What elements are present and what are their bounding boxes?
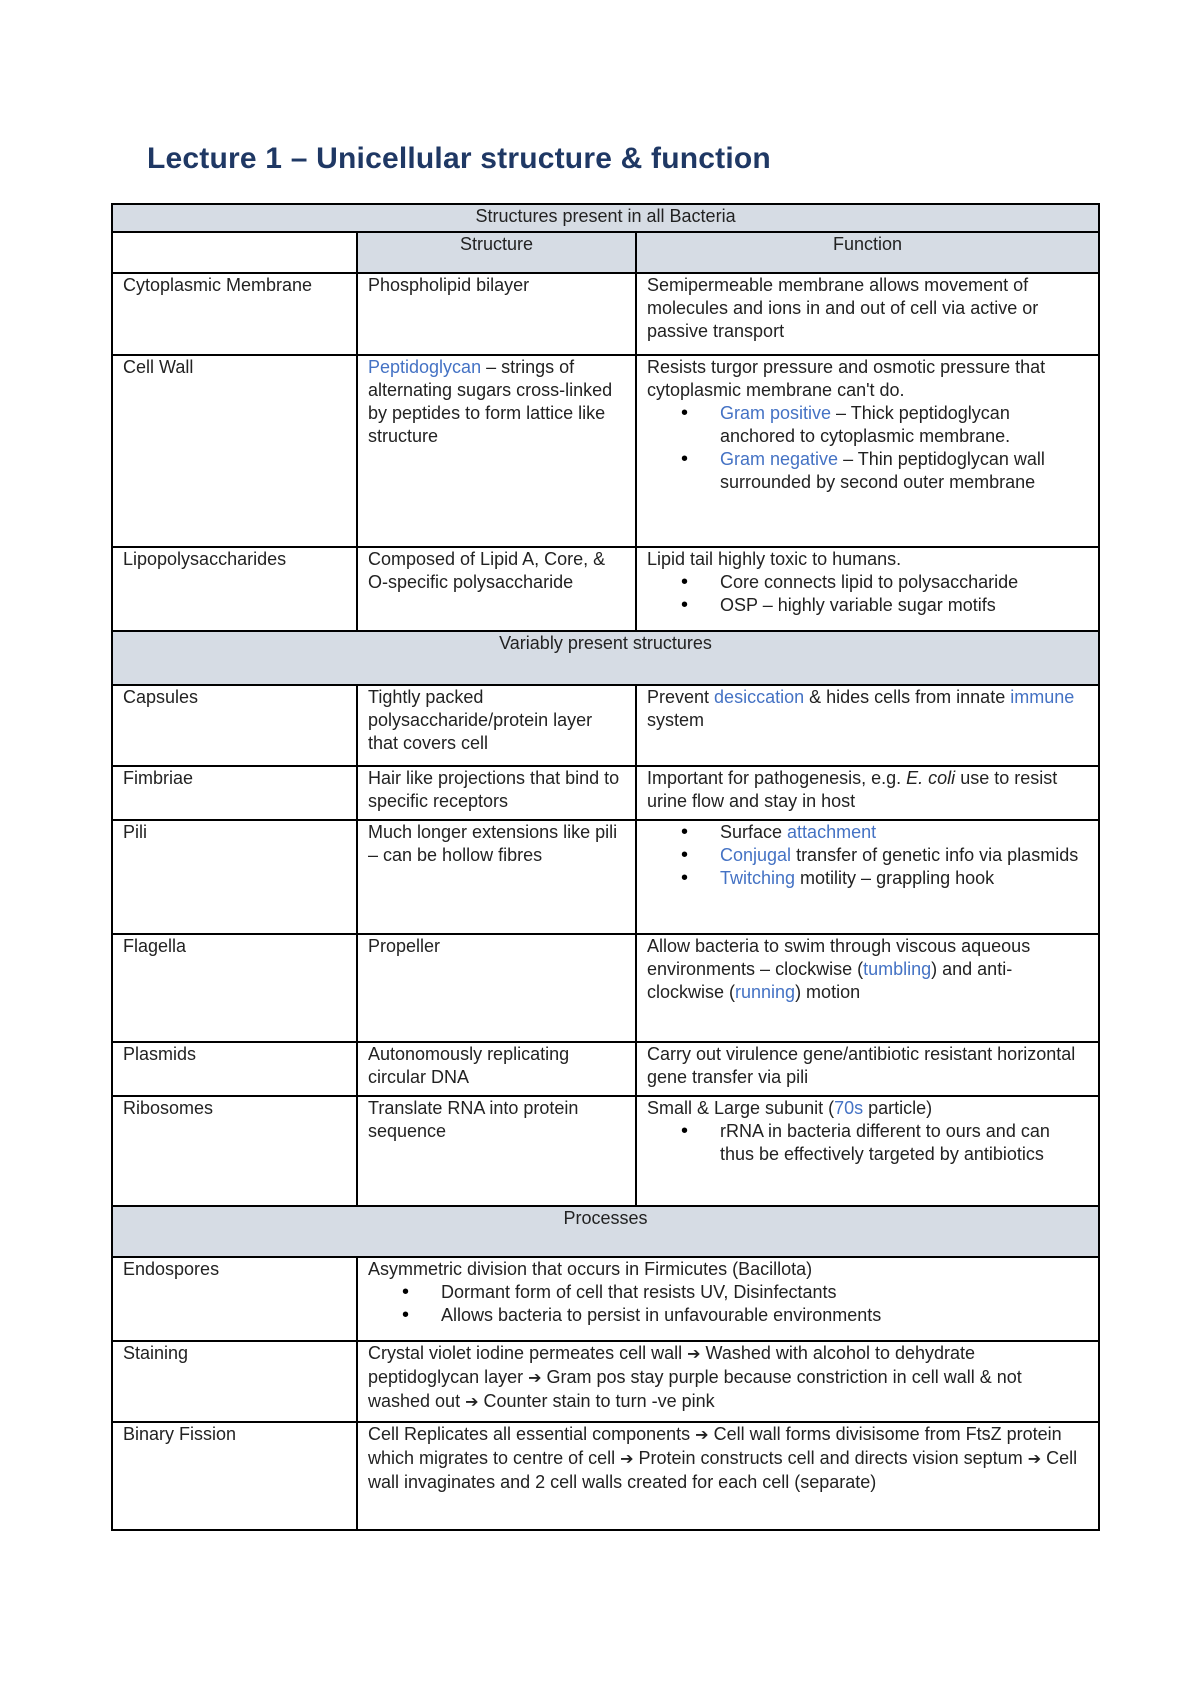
bullet-text: – Thick peptidoglycan anchored to cytoplasmic membrane. <box>720 403 1011 446</box>
bullet-text: – Thin peptidoglycan wall surrounded by second outer membrane <box>720 449 1045 492</box>
row-label: Plasmids <box>112 1042 357 1096</box>
structure-header: Structure <box>357 232 636 273</box>
text-run: Cell wall forms divisisome from FtsZ protein which migrates to centre of cell <box>368 1424 1062 1468</box>
list-item: • Allows bacteria to persist in unfavourable environments <box>441 1304 1088 1327</box>
section-row <box>112 1206 1099 1257</box>
row-label: Pili <box>112 820 357 934</box>
structure-cell: Hair like projections that bind to specific receptors <box>357 766 636 820</box>
function-cell <box>636 685 1099 766</box>
highlighted-term: immune <box>1010 687 1075 707</box>
empty-header-cell <box>112 232 357 273</box>
text-run: Counter stain to turn -ve pink <box>478 1391 715 1411</box>
row-label: Ribosomes <box>112 1096 357 1206</box>
structure-cell: Translate RNA into protein sequence <box>357 1096 636 1206</box>
function-cell <box>636 820 1099 934</box>
list-item <box>720 844 1088 867</box>
highlighted-term: desiccation <box>714 687 805 707</box>
table-row <box>112 1042 1099 1096</box>
arrow-icon: ➔ <box>1027 1451 1042 1468</box>
structure-cell: Much longer extensions like pili – can be hollow fibres <box>357 820 636 934</box>
description-cell <box>357 1341 1099 1422</box>
function-cell: Carry out virulence gene/antibiotic resistant horizontal gene transfer via pili <box>636 1042 1099 1096</box>
highlighted-term: Twitching <box>720 868 796 888</box>
structure-cell: Phospholipid bilayer <box>357 273 636 355</box>
table-row <box>112 934 1099 1042</box>
bullet-text: transfer of genetic info via plasmids <box>791 845 1079 865</box>
highlighted-term: Gram negative <box>720 449 839 469</box>
structure-cell: Composed of Lipid A, Core, & O-specific polysaccharide <box>357 547 636 631</box>
arrow-icon: ➔ <box>687 1346 701 1363</box>
text-run: Washed with alcohol to dehydrate peptidoglycan layer <box>368 1343 976 1387</box>
section-header-all-bacteria: Structures present in all Bacteria <box>112 204 1099 232</box>
row-label: Lipopolysaccharides <box>112 547 357 631</box>
table-row <box>112 355 1099 547</box>
highlighted-term: Conjugal <box>720 845 792 865</box>
text-run: Crystal violet iodine permeates cell wall <box>368 1343 688 1363</box>
row-label: Cell Wall <box>112 355 357 547</box>
text-run: particle) <box>863 1098 933 1118</box>
text-run: Small & Large subunit ( <box>647 1098 835 1118</box>
bullet-list <box>647 571 1088 617</box>
row-label: Flagella <box>112 934 357 1042</box>
row-label: Binary Fission <box>112 1422 357 1530</box>
function-cell <box>636 355 1099 547</box>
list-item <box>720 821 1088 844</box>
text-run: system <box>647 710 705 730</box>
text-run: Cell wall invaginates and 2 cell walls created for each cell (separate) <box>368 1448 1078 1492</box>
row-label: Capsules <box>112 685 357 766</box>
function-intro: Resists turgor pressure and osmotic pressure that cytoplasmic membrane can't do. <box>647 357 1046 400</box>
function-cell <box>636 547 1099 631</box>
structure-cell <box>357 355 636 547</box>
notes-table <box>111 203 1100 1531</box>
structure-text: – strings of alternating sugars cross-linked by peptides to form lattice like structure <box>368 357 613 446</box>
table-row <box>112 1341 1099 1422</box>
structure-cell: Autonomously replicating circular DNA <box>357 1042 636 1096</box>
text-run: Allow bacteria to swim through viscous aqueous environments – clockwise ( <box>647 936 1031 979</box>
function-header: Function <box>636 232 1099 273</box>
text-run: Protein constructs cell and directs vision septum <box>633 1448 1028 1468</box>
page-title: Lecture 1 – Unicellular structure & function <box>147 142 771 175</box>
text-run: & hides cells from innate <box>804 687 1011 707</box>
column-header-row <box>112 232 1099 273</box>
bullet-text: Surface <box>720 822 788 842</box>
description-intro: Asymmetric division that occurs in Firmicutes (Bacillota) <box>368 1259 813 1279</box>
description-cell <box>357 1257 1099 1341</box>
section-row <box>112 631 1099 685</box>
list-item <box>720 402 1088 448</box>
structure-cell: Tightly packed polysaccharide/protein layer that covers cell <box>357 685 636 766</box>
table-row <box>112 1096 1099 1206</box>
table-row <box>112 820 1099 934</box>
highlighted-term: Gram positive <box>720 403 832 423</box>
list-item <box>720 867 1088 890</box>
bullet-list <box>647 821 1088 890</box>
row-label: Staining <box>112 1341 357 1422</box>
list-item: • OSP – highly variable sugar motifs <box>720 594 1088 617</box>
section-row <box>112 204 1099 232</box>
highlighted-term: tumbling <box>863 959 932 979</box>
highlighted-term: 70s <box>834 1098 864 1118</box>
description-cell <box>357 1422 1099 1530</box>
list-item: • Dormant form of cell that resists UV, Disinfectants <box>441 1281 1088 1304</box>
table-row <box>112 547 1099 631</box>
arrow-icon: ➔ <box>695 1427 709 1444</box>
function-cell <box>636 1096 1099 1206</box>
text-run: use to resist urine flow and stay in host <box>647 768 1058 811</box>
section-header-variable: Variably present structures <box>112 631 1099 685</box>
highlighted-term: attachment <box>787 822 877 842</box>
table-row <box>112 1257 1099 1341</box>
function-cell <box>636 934 1099 1042</box>
bullet-list <box>647 402 1088 494</box>
text-run: Important for pathogenesis, e.g. <box>647 768 907 788</box>
list-item: • Core connects lipid to polysaccharide <box>720 571 1088 594</box>
species-name: E. coli <box>906 768 956 788</box>
arrow-icon: ➔ <box>620 1451 634 1468</box>
function-cell <box>636 766 1099 820</box>
arrow-icon: ➔ <box>528 1370 542 1387</box>
text-run: ) and anti-clockwise ( <box>647 959 1013 1002</box>
text-run: Cell Replicates all essential components <box>368 1424 696 1444</box>
bullet-list <box>647 1120 1088 1166</box>
arrow-icon: ➔ <box>465 1394 479 1411</box>
table-row <box>112 766 1099 820</box>
bullet-list <box>368 1281 1088 1327</box>
function-cell: Semipermeable membrane allows movement of molecules and ions in and out of cell via active or passive transport <box>636 273 1099 355</box>
text-run: Gram pos stay purple because constriction in cell wall & not washed out <box>368 1367 1022 1411</box>
list-item: • rRNA in bacteria different to ours and can thus be effectively targeted by antibiotics <box>720 1120 1088 1166</box>
text-run: ) motion <box>795 982 861 1002</box>
function-intro <box>647 1097 1088 1120</box>
highlighted-term: Peptidoglycan <box>368 357 482 377</box>
row-label: Cytoplasmic Membrane <box>112 273 357 355</box>
structure-cell: Propeller <box>357 934 636 1042</box>
highlighted-term: running <box>735 982 796 1002</box>
list-item <box>720 448 1088 494</box>
row-label: Endospores <box>112 1257 357 1341</box>
table-row <box>112 685 1099 766</box>
row-label: Fimbriae <box>112 766 357 820</box>
bullet-text: motility – grappling hook <box>795 868 995 888</box>
table-row <box>112 1422 1099 1530</box>
table-row <box>112 273 1099 355</box>
function-intro: Lipid tail highly toxic to humans. <box>647 549 902 569</box>
section-header-processes: Processes <box>112 1206 1099 1257</box>
text-run: Prevent <box>647 687 715 707</box>
